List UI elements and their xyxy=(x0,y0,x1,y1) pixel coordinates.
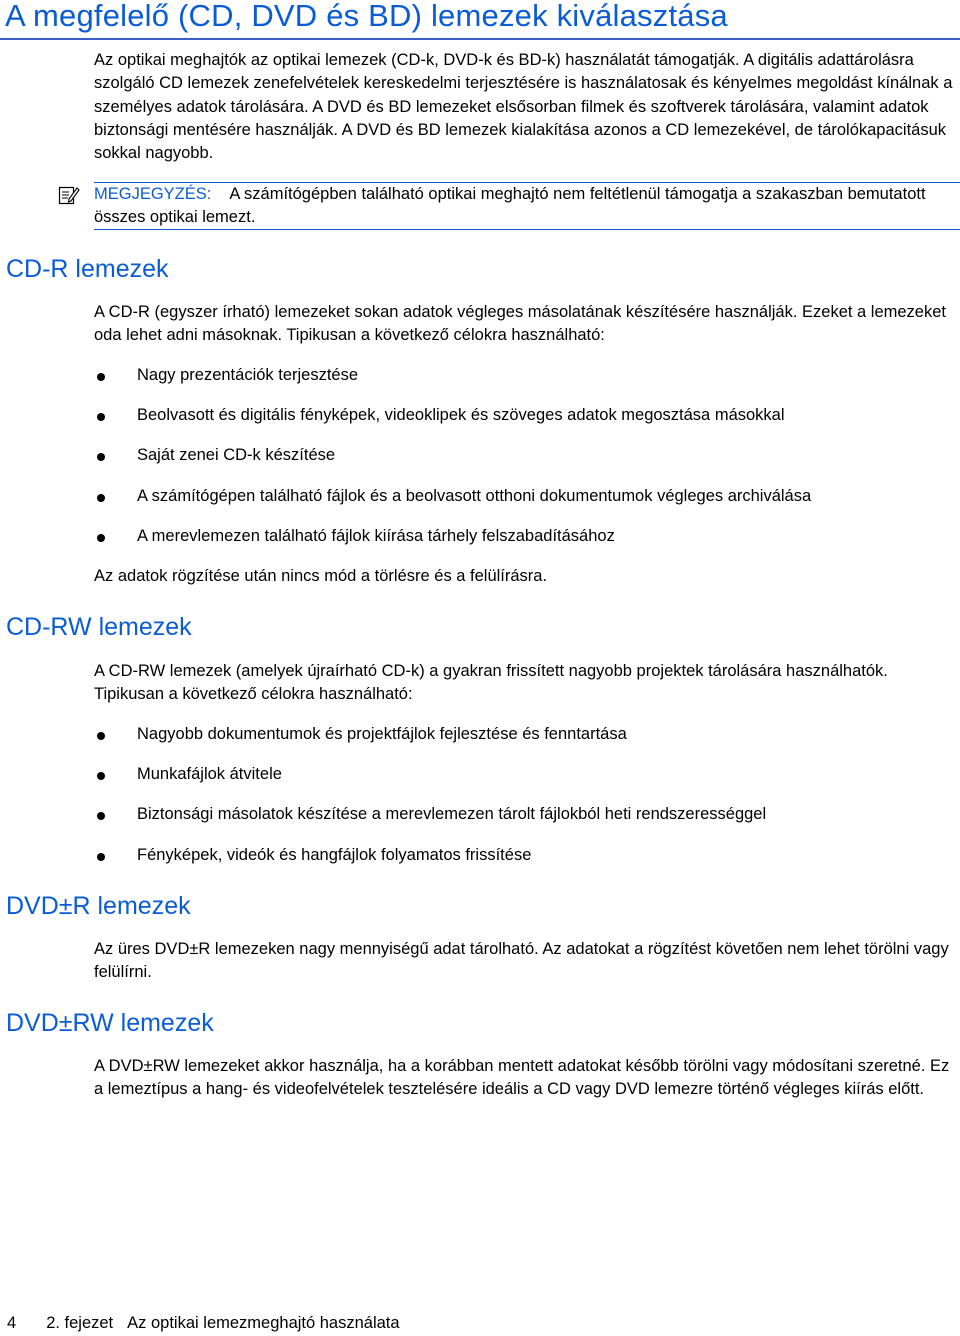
cdr-outro-paragraph: Az adatok rögzítése után nincs mód a törlésre és a felülírásra. xyxy=(94,567,548,585)
section-heading-dvdr: DVD±R lemezek xyxy=(6,892,191,920)
bullet-icon xyxy=(97,732,105,740)
list-item: Nagyobb dokumentumok és projektfájlok fejlesztése és fenntartása xyxy=(94,723,960,763)
note-text xyxy=(94,183,960,230)
dvdrw-paragraph: A DVD±RW lemezeket akkor használja, ha a korábban mentett adatokat később törölni vagy módosítani szeretné. Ez a lemeztípus a hang- és videofelvételek tesztelésére ideális a CD vagy DVD lemezre történő végleges kiírás előtt. xyxy=(94,1057,950,1099)
intro-paragraph: Az optikai meghajtók az optikai lemezek (CD-k, DVD-k és BD-k) használatát támogatják. A digitális adattárolásra szolgáló CD lemezek zenefelvételek kereskedelmi terjesztésére is használatosak és kényelmes megoldást kínálnak a személyes adatok tárolására. A DVD és BD lemezeket elsősorban filmek és szoftverek tárolására, valamint adatok biztonsági mentésére használják. A DVD és BD lemezek kialakítása azonos a CD lemezekével, de tárolókapacitásuk sokkal nagyobb. xyxy=(94,51,953,163)
section-heading-dvdrw: DVD±RW lemezek xyxy=(6,1009,214,1037)
list-item: A számítógépen található fájlok és a beolvasott otthoni dokumentumok végleges archiválása xyxy=(94,485,960,525)
list-item: Nagy prezentációk terjesztése xyxy=(94,364,960,404)
list-item: Beolvasott és digitális fényképek, videoklipek és szöveges adatok megosztása másokkal xyxy=(94,404,960,444)
cdr-intro-paragraph: A CD-R (egyszer írható) lemezeket sokan adatok végleges másolatának készítésére használják. Ezeket a lemezeket oda lehet adni másoknak. Tipikusan a következő célokra használható: xyxy=(94,303,946,345)
page-footer xyxy=(7,1312,400,1335)
section-heading-cdrw: CD-RW lemezek xyxy=(6,613,192,641)
bullet-icon xyxy=(97,453,105,461)
note-body: A számítógépben található optikai meghajtó nem feltétlenül támogatja a szakaszban bemutatott összes optikai lemezt. xyxy=(94,185,926,227)
footer-chapter: 2. fejezet xyxy=(46,1314,114,1332)
note-label: MEGJEGYZÉS: xyxy=(94,185,212,203)
bullet-icon xyxy=(97,772,105,780)
cdrw-intro-paragraph: A CD-RW lemezek (amelyek újraírható CD-k) a gyakran frissített nagyobb projektek tárolására használhatók. Tipikusan a következő célokra használható: xyxy=(94,662,888,704)
bullet-icon xyxy=(97,373,105,381)
bullet-icon xyxy=(97,494,105,502)
footer-chapter-title: Az optikai lemezmeghajtó használata xyxy=(127,1314,400,1332)
list-item: Munkafájlok átvitele xyxy=(94,763,960,803)
list-item: A merevlemezen található fájlok kiírása tárhely felszabadításához xyxy=(94,525,960,565)
list-item: Saját zenei CD-k készítése xyxy=(94,444,960,484)
bullet-icon xyxy=(97,413,105,421)
cdrw-bullet-list xyxy=(94,723,960,884)
list-item: Biztonsági másolatok készítése a merevlemezen tárolt fájlokból heti rendszerességgel xyxy=(94,803,960,843)
page-number: 4 xyxy=(7,1314,17,1332)
bullet-icon xyxy=(97,534,105,542)
title-divider xyxy=(0,38,960,40)
cdr-bullet-list xyxy=(94,364,960,565)
section-heading-cdr: CD-R lemezek xyxy=(6,255,169,283)
bullet-icon xyxy=(97,812,105,820)
note-pencil-icon xyxy=(58,184,80,206)
page-title: A megfelelő (CD, DVD és BD) lemezek kiválasztása xyxy=(5,0,728,33)
dvdr-paragraph: Az üres DVD±R lemezeken nagy mennyiségű adat tárolható. Az adatokat a rögzítést követően nem lehet törölni vagy felülírni. xyxy=(94,940,949,982)
note-box xyxy=(94,182,960,230)
list-item: Fényképek, videók és hangfájlok folyamatos frissítése xyxy=(94,844,960,884)
bullet-icon xyxy=(97,853,105,861)
